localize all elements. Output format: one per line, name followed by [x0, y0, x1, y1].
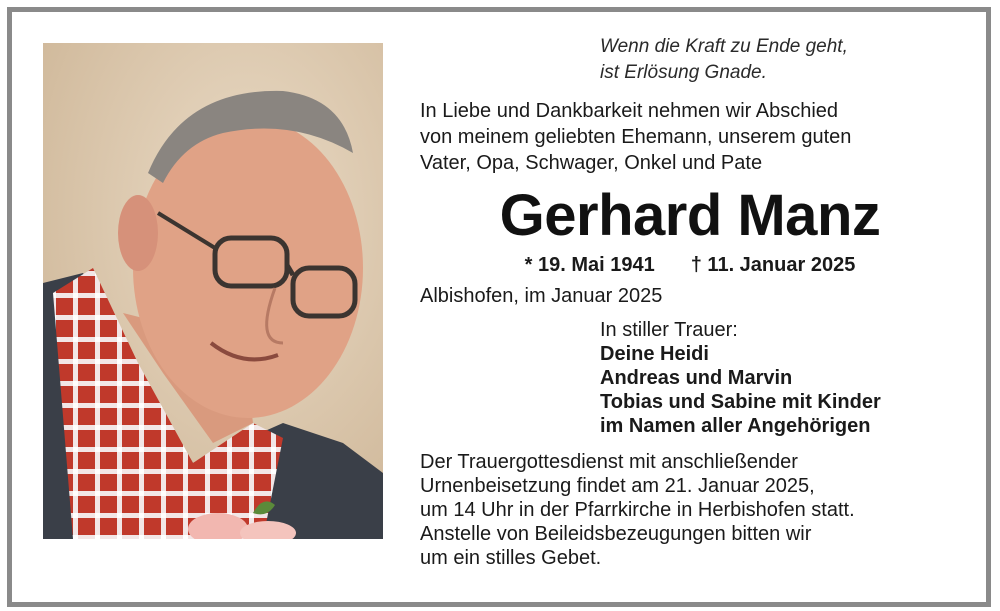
intro-line: von meinem geliebten Ehemann, unserem guten	[420, 126, 852, 148]
mourning-label: In stiller Trauer:	[600, 319, 738, 341]
service-line: um ein stilles Gebet.	[420, 547, 602, 569]
service-line: Urnenbeisetzung findet am 21. Januar 2025,	[420, 475, 815, 497]
death-date: † 11. Januar 2025	[690, 254, 856, 276]
mourner-line: Andreas und Marvin	[600, 367, 793, 389]
service-line: Anstelle von Beileidsbezeugungen bitten wir	[420, 523, 812, 545]
motto-quote	[600, 34, 940, 86]
place-date: Albishofen, im Januar 2025	[420, 285, 663, 307]
birth-date: * 19. Mai 1941	[524, 254, 655, 276]
motto-line: ist Erlösung Gnade.	[600, 62, 767, 83]
life-dates	[420, 254, 960, 277]
intro-line: In Liebe und Dankbarkeit nehmen wir Abschied	[420, 100, 839, 122]
mourners-block	[600, 318, 960, 438]
mourner-line: Deine Heidi	[600, 343, 709, 365]
service-line: um 14 Uhr in der Pfarrkirche in Herbishofen statt.	[420, 499, 855, 521]
deceased-name: Gerhard Manz	[499, 183, 881, 248]
intro-line: Vater, Opa, Schwager, Onkel und Pate	[420, 152, 763, 174]
mourner-line: Tobias und Sabine mit Kinder	[600, 391, 881, 413]
portrait-photo	[43, 43, 383, 539]
service-line: Der Trauergottesdienst mit anschließender	[420, 451, 798, 473]
motto-line: Wenn die Kraft zu Ende geht,	[600, 36, 848, 57]
service-info	[420, 450, 965, 570]
mourner-line: im Namen aller Angehörigen	[600, 415, 871, 437]
intro-text	[420, 98, 960, 176]
